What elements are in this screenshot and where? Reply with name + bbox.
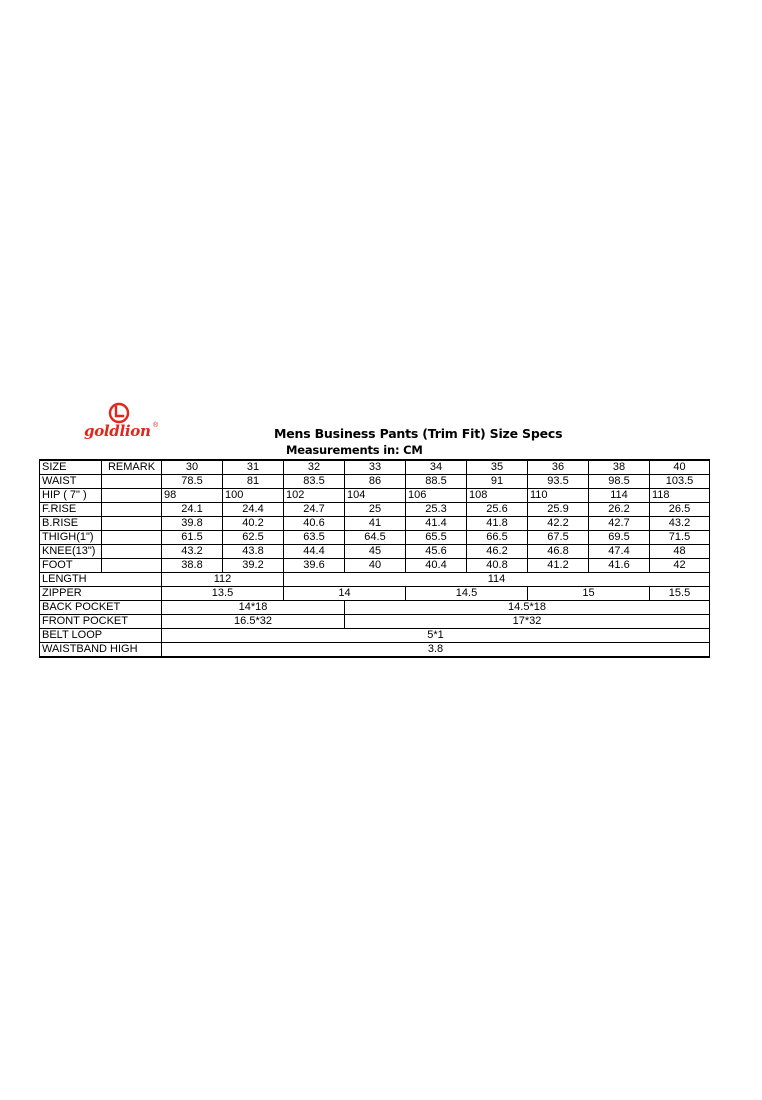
- value-cell: 110: [528, 489, 589, 503]
- value-cell: 26.5: [650, 503, 710, 517]
- value-cell: 104: [345, 489, 406, 503]
- value-cell: 102: [284, 489, 345, 503]
- value-cell: 118: [650, 489, 710, 503]
- value-cell: 41.4: [406, 517, 467, 531]
- table-row-hip: [40, 489, 710, 503]
- value-cell: 69.5: [589, 531, 650, 545]
- value-cell: 41.8: [467, 517, 528, 531]
- value-cell: 14*18: [162, 601, 345, 615]
- value-cell: 13.5: [162, 587, 284, 601]
- value-cell: 39.2: [223, 559, 284, 573]
- value-cell: 25.3: [406, 503, 467, 517]
- row-label: F.RISE: [40, 503, 102, 517]
- value-cell: 114: [589, 489, 650, 503]
- value-cell: 65.5: [406, 531, 467, 545]
- goldlion-emblem-icon: [108, 402, 130, 424]
- value-cell: 39.6: [284, 559, 345, 573]
- value-cell: 62.5: [223, 531, 284, 545]
- value-cell: 14.5: [406, 587, 528, 601]
- value-cell: 17*32: [345, 615, 710, 629]
- logo-wordmark: goldlion: [84, 422, 151, 440]
- value-cell: 114: [284, 573, 710, 587]
- remark-header-cell: REMARK: [102, 460, 162, 475]
- value-cell: 112: [162, 573, 284, 587]
- table-row-back-rise: [40, 517, 710, 531]
- remark-cell: [102, 475, 162, 489]
- table-row-belt-loop: [40, 629, 710, 643]
- value-cell: 67.5: [528, 531, 589, 545]
- table-row-thigh: [40, 531, 710, 545]
- value-cell: 98: [162, 489, 223, 503]
- value-cell: 45.6: [406, 545, 467, 559]
- size-col-header: 40: [650, 460, 710, 475]
- value-cell: 24.7: [284, 503, 345, 517]
- document-title: Mens Business Pants (Trim Fit) Size Specs: [274, 426, 563, 441]
- value-cell: 40.6: [284, 517, 345, 531]
- value-cell: 24.1: [162, 503, 223, 517]
- size-header-cell: SIZE: [40, 460, 102, 475]
- value-cell: 83.5: [284, 475, 345, 489]
- value-cell: 42.7: [589, 517, 650, 531]
- value-cell: 46.2: [467, 545, 528, 559]
- size-col-header: 38: [589, 460, 650, 475]
- value-cell: 44.4: [284, 545, 345, 559]
- value-cell: 47.4: [589, 545, 650, 559]
- value-cell: 41: [345, 517, 406, 531]
- value-cell: 40.4: [406, 559, 467, 573]
- size-col-header: 35: [467, 460, 528, 475]
- value-cell: 41.2: [528, 559, 589, 573]
- row-label: FRONT POCKET: [40, 615, 162, 629]
- size-col-header: 32: [284, 460, 345, 475]
- value-cell: 14.5*18: [345, 601, 710, 615]
- value-cell: 86: [345, 475, 406, 489]
- value-cell: 41.6: [589, 559, 650, 573]
- row-label: HIP ( 7" ): [40, 489, 102, 503]
- value-cell: 40: [345, 559, 406, 573]
- value-cell: 106: [406, 489, 467, 503]
- table-row-front-pocket: [40, 615, 710, 629]
- value-cell: 26.2: [589, 503, 650, 517]
- table-row-back-pocket: [40, 601, 710, 615]
- value-cell: 81: [223, 475, 284, 489]
- size-col-header: 31: [223, 460, 284, 475]
- value-cell: 66.5: [467, 531, 528, 545]
- registered-mark: ®: [153, 422, 159, 429]
- value-cell: 46.8: [528, 545, 589, 559]
- table-row-waist: [40, 475, 710, 489]
- value-cell: 42.2: [528, 517, 589, 531]
- value-cell: 88.5: [406, 475, 467, 489]
- value-cell: 78.5: [162, 475, 223, 489]
- table-row-length: [40, 573, 710, 587]
- value-cell: 24.4: [223, 503, 284, 517]
- value-cell: 64.5: [345, 531, 406, 545]
- value-cell: 98.5: [589, 475, 650, 489]
- value-cell: 71.5: [650, 531, 710, 545]
- row-label: THIGH(1"): [40, 531, 102, 545]
- remark-cell: [102, 531, 162, 545]
- value-cell: 45: [345, 545, 406, 559]
- size-col-header: 34: [406, 460, 467, 475]
- table-row-waistband-high: [40, 643, 710, 658]
- value-cell: 25.9: [528, 503, 589, 517]
- table-row-front-rise: [40, 503, 710, 517]
- table-header-row: [40, 460, 710, 475]
- value-cell: 14: [284, 587, 406, 601]
- value-cell: 103.5: [650, 475, 710, 489]
- table-row-knee: [40, 545, 710, 559]
- row-label: WAISTBAND HIGH: [40, 643, 162, 658]
- value-cell: 16.5*32: [162, 615, 345, 629]
- row-label: LENGTH: [40, 573, 162, 587]
- value-cell: 15.5: [650, 587, 710, 601]
- value-cell: 108: [467, 489, 528, 503]
- remark-cell: [102, 545, 162, 559]
- value-cell: 39.8: [162, 517, 223, 531]
- size-spec-table: [39, 459, 710, 658]
- measurement-unit-note: Measurements in: CM: [286, 443, 423, 457]
- value-cell: 3.8: [162, 643, 710, 658]
- value-cell: 48: [650, 545, 710, 559]
- brand-logo: [84, 402, 164, 448]
- value-cell: 42: [650, 559, 710, 573]
- row-label: WAIST: [40, 475, 102, 489]
- remark-cell: [102, 559, 162, 573]
- value-cell: 43.2: [162, 545, 223, 559]
- value-cell: 100: [223, 489, 284, 503]
- row-label: FOOT: [40, 559, 102, 573]
- table-row-foot: [40, 559, 710, 573]
- row-label: KNEE(13"): [40, 545, 102, 559]
- value-cell: 40.8: [467, 559, 528, 573]
- remark-cell: [102, 489, 162, 503]
- value-cell: 63.5: [284, 531, 345, 545]
- row-label: BELT LOOP: [40, 629, 162, 643]
- value-cell: 93.5: [528, 475, 589, 489]
- value-cell: 40.2: [223, 517, 284, 531]
- value-cell: 61.5: [162, 531, 223, 545]
- remark-cell: [102, 503, 162, 517]
- value-cell: 91: [467, 475, 528, 489]
- table-row-zipper: [40, 587, 710, 601]
- value-cell: 25.6: [467, 503, 528, 517]
- value-cell: 43.8: [223, 545, 284, 559]
- remark-cell: [102, 517, 162, 531]
- value-cell: 43.2: [650, 517, 710, 531]
- value-cell: 38.8: [162, 559, 223, 573]
- size-col-header: 33: [345, 460, 406, 475]
- value-cell: 15: [528, 587, 650, 601]
- row-label: BACK POCKET: [40, 601, 162, 615]
- value-cell: 5*1: [162, 629, 710, 643]
- row-label: B.RISE: [40, 517, 102, 531]
- value-cell: 25: [345, 503, 406, 517]
- row-label: ZIPPER: [40, 587, 162, 601]
- size-col-header: 36: [528, 460, 589, 475]
- size-col-header: 30: [162, 460, 223, 475]
